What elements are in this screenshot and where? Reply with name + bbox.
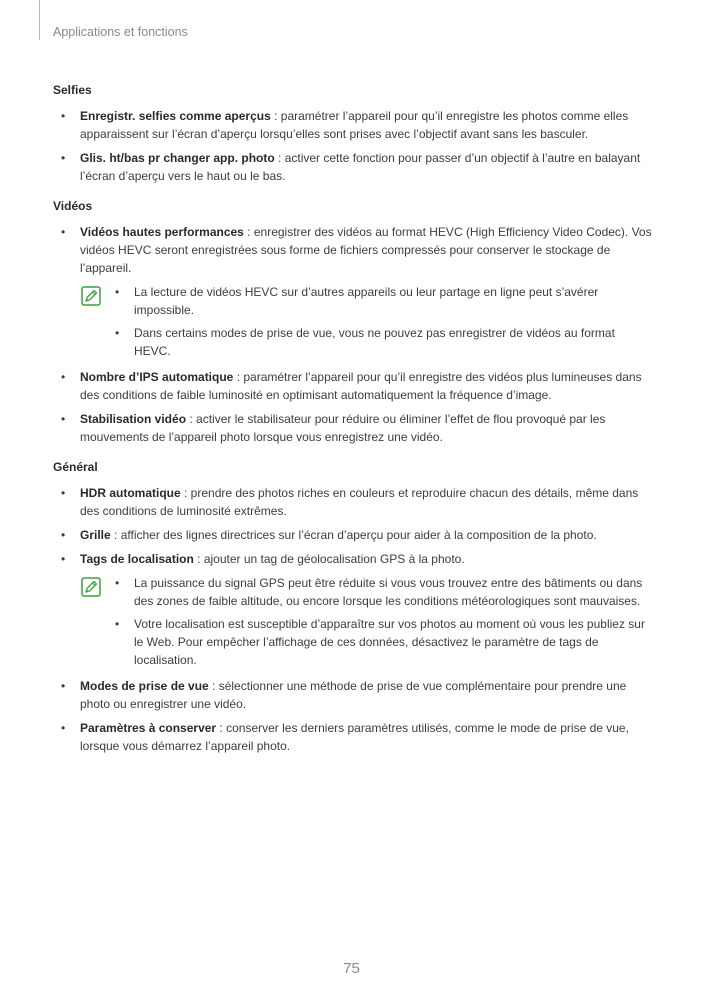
note-item: • La lecture de vidéos HEVC sur d’autres appareils ou leur partage en ligne peut s’avérer impossible. [107, 283, 653, 319]
header-divider [39, 0, 40, 40]
note-block-videos [53, 283, 653, 360]
videos-list-continued [53, 368, 653, 446]
section-title-videos: Vidéos [53, 199, 93, 213]
section-title-general: Général [53, 460, 98, 474]
section-videos [53, 197, 653, 446]
page-content [53, 81, 653, 767]
list-item: • Vidéos hautes performances : enregistrer des vidéos au format HEVC (High Efficiency Video Codec). Vos vidéos HEVC seront enregistrées sous forme de fichiers compressés pour conserver le stockage de l’appareil. [53, 223, 653, 277]
selfies-list [53, 107, 653, 185]
note-pencil-icon [81, 577, 101, 597]
note-pencil-icon [81, 286, 101, 306]
videos-list [53, 223, 653, 277]
note-item: • Dans certains modes de prise de vue, vous ne pouvez pas enregistrer de vidéos au format HEVC. [107, 324, 653, 360]
section-selfies [53, 81, 653, 185]
section-general [53, 458, 653, 755]
note-item: • Votre localisation est susceptible d’apparaître sur vos photos au moment où vous les publiez sur le Web. Pour empêcher l’affichage de ces données, désactivez le paramètre de tags de localisation. [107, 615, 653, 669]
general-list [53, 484, 653, 568]
page-header: Applications et fonctions [53, 25, 188, 39]
list-item: • Enregistr. selfies comme aperçus : paramétrer l’appareil pour qu’il enregistre les photos comme elles apparaissent sur l’écran d’aperçu lorsqu’elles sont prises avec l’objectif avant sans les basculer. [53, 107, 653, 143]
list-item: • Tags de localisation : ajouter un tag de géolocalisation GPS à la photo. [53, 550, 653, 568]
section-title-selfies: Selfies [53, 83, 92, 97]
note-list [107, 574, 653, 669]
note-list [107, 283, 653, 360]
page-number: 75 [343, 960, 360, 977]
list-item: • Glis. ht/bas pr changer app. photo : activer cette fonction pour passer d’un objectif à l’autre en balayant l’écran d’aperçu vers le haut ou le bas. [53, 149, 653, 185]
list-item: • Stabilisation vidéo : activer le stabilisateur pour réduire ou éliminer l’effet de flou provoqué par les mouvements de l’appareil photo lorsque vous enregistrez une vidéo. [53, 410, 653, 446]
list-item: • Grille : afficher des lignes directrices sur l’écran d’aperçu pour aider à la composition de la photo. [53, 526, 653, 544]
general-list-continued [53, 677, 653, 755]
list-item: • Nombre d’IPS automatique : paramétrer l’appareil pour qu’il enregistre des vidéos plus lumineuses dans des conditions de faible luminosité en optimisant automatiquement la fréquence d’image. [53, 368, 653, 404]
note-block-general [53, 574, 653, 669]
list-item: • Modes de prise de vue : sélectionner une méthode de prise de vue complémentaire pour prendre une photo ou enregistrer une vidéo. [53, 677, 653, 713]
note-item: • La puissance du signal GPS peut être réduite si vous vous trouvez entre des bâtiments ou dans des zones de faible altitude, ou encore lorsque les conditions météorologiques sont mauvaises. [107, 574, 653, 610]
list-item: • HDR automatique : prendre des photos riches en couleurs et reproduire chacun des détails, même dans des conditions de luminosité extrêmes. [53, 484, 653, 520]
list-item: • Paramètres à conserver : conserver les derniers paramètres utilisés, comme le mode de prise de vue, lorsque vous démarrez l’appareil photo. [53, 719, 653, 755]
